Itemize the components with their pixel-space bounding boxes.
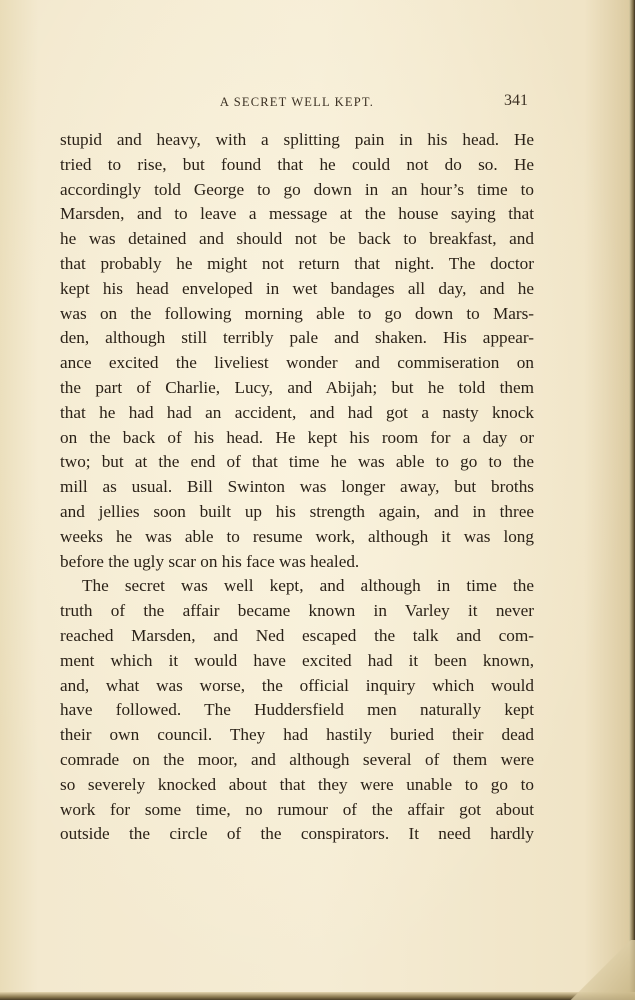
- page-header: [60, 92, 534, 114]
- text-line: truth of the affair became known in Varley it never: [60, 601, 534, 621]
- text-line: two; but at the end of that time he was able to go to the: [60, 452, 534, 472]
- text-line: and, what was worse, the official inquiry which would: [60, 675, 534, 695]
- text-line: mill as usual. Bill Swinton was longer away, but broths: [60, 477, 534, 497]
- text-line: stupid and heavy, with a splitting pain in his head. He: [60, 130, 534, 149]
- text-line: and jellies soon built up his strength again, and in three: [60, 501, 534, 521]
- text-line: kept his head enveloped in wet bandages all day, and he: [60, 278, 534, 298]
- text-line: that he had had an accident, and had got a nasty knock: [60, 402, 534, 422]
- text-line: on the back of his head. He kept his room for a day or: [60, 427, 534, 447]
- paragraph-start-line: The secret was well kept, and although in time the: [82, 576, 534, 596]
- text-line: work for some time, no rumour of the affair got about: [60, 799, 534, 819]
- text-line: comrade on the moor, and although several of them were: [60, 749, 534, 769]
- text-line: he was detained and should not be back to breakfast, and: [60, 229, 534, 249]
- text-line: ance excited the liveliest wonder and commiseration on: [60, 353, 534, 373]
- page-number: 341: [504, 92, 528, 109]
- body-text: [60, 128, 534, 847]
- text-line: reached Marsden, and Ned escaped the talk and com-: [60, 625, 534, 645]
- text-line: have followed. The Huddersfield men naturally kept: [60, 700, 534, 720]
- text-line: was on the following morning able to go down to Mars-: [60, 303, 534, 323]
- text-line: outside the circle of the conspirators. It need hardly: [60, 824, 534, 844]
- text-line: that probably he might not return that night. The doctor: [60, 253, 534, 273]
- text-line: weeks he was able to resume work, although it was long: [60, 526, 534, 546]
- text-line: their own council. They had hastily buried their dead: [60, 725, 534, 745]
- text-line: Marsden, and to leave a message at the house saying that: [60, 204, 534, 224]
- text-line: den, although still terribly pale and shaken. His appear-: [60, 328, 534, 348]
- paragraph-end-line: before the ugly scar on his face was healed.: [60, 551, 360, 571]
- page-corner-curl: [565, 940, 635, 1000]
- text-line: tried to rise, but found that he could not do so. He: [60, 154, 534, 174]
- running-title: A SECRET WELL KEPT.: [219, 95, 375, 109]
- text-line: so severely knocked about that they were unable to go to: [60, 774, 534, 794]
- text-line: the part of Charlie, Lucy, and Abijah; but he told them: [60, 377, 534, 397]
- text-line: accordingly told George to go down in an hour’s time to: [60, 179, 534, 199]
- text-line: ment which it would have excited had it been known,: [60, 650, 534, 670]
- page-bottom-edge: [0, 992, 635, 1000]
- page-edge-shadow: [629, 0, 635, 1000]
